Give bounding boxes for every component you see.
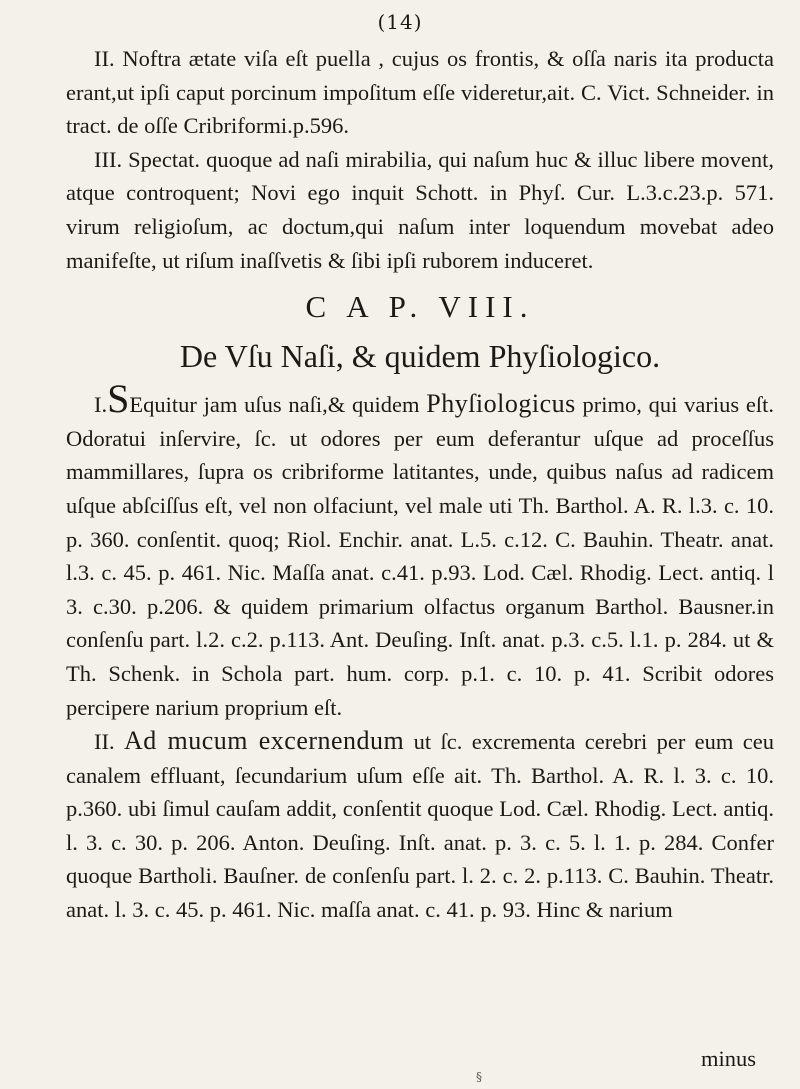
section-2-keyword: Ad mucum excernendum	[124, 726, 405, 756]
section-1-number: I.	[94, 392, 108, 418]
catchword: minus	[700, 1046, 756, 1071]
section-2	[66, 724, 774, 927]
section-2-number: II.	[94, 729, 115, 755]
section-1-start: Equitur jam uſus naſi,& quidem	[129, 392, 420, 418]
body-text	[66, 42, 774, 927]
chapter-heading: De Vſu Naſi, & quidem Phyſiologico.	[179, 338, 661, 375]
chapter-label: C A P. VIII.	[305, 289, 535, 325]
drop-capital: S	[107, 376, 130, 422]
section-1-keyword: Phyſiologicus	[426, 389, 576, 419]
section-2-body: ut ſc. excrementa cerebri per eum ceu canalem effluant, ſecundarium uſum eſſe ait. Th. Barthol. A. R. l. 3. c. 10. p.360. ubi ſimul cauſam addit, conſentit quoque Lod. Cæl. Rhodig. Lect. antiq. l. 3. c. 30. p. 206. Anton. Deuſing. Inſt. anat. p. 3. c. 5. l. 1. p. 284. Confer quoque Bartholi. Bauſner. de conſenſu part. l. 2. c. 2. p.113. C. Bauhin. Theatr. anat. l. 3. c. 45. p. 461. Nic. maſſa anat. c. 41. p. 93. Hinc & narium	[66, 729, 775, 923]
section-1	[66, 376, 775, 724]
paragraph-3: III. Spectat. quoque ad naſi mirabilia, qui naſum huc & illuc libere movent, atque controquent; Novi ego inquit Schott. in Phyſ. Cur. L.3.c.23.p. 571. virum religioſum, ac doctum,qui naſum inter loquendum movebat adeo manifeſte, ut riſum inaſſvetis & ſibi ipſi ruborem induceret.	[66, 146, 774, 273]
signature-mark: §	[476, 1070, 482, 1084]
section-1-body: primo, qui varius eſt. Odoratui inſervire, ſc. ut odores per eum deferantur uſque ad proceſſus mammillares, ſupra os cribriforme latitantes, unde, quibus naſus ad radicem uſque abſciſſus eſt, vel non olfaciunt, vel male uti Th. Barthol. A. R. l.3. c. 10. p. 360. conſentit. quoq; Riol. Enchir. anat. L.5. c.12. C. Bauhin. Theatr. anat. l.3. c. 45. p. 461. Nic. Maſſa anat. c.41. p.93. Lod. Cæl. Rhodig. Lect. antiq. l 3. c.30. p.206. & quidem primarium olfactus organum Barthol. Bausner.in conſenſu part. l.2. c.2. p.113. Ant. Deuſing. Inſt. anat. p.3. c.5. l.1. p. 284. ut & Th. Schenk. in Schola part. hum. corp. p.1. c. 10. p. 41. Scribit odores percipere narium proprium eſt.	[66, 392, 775, 720]
paragraph-2: II. Noftra ætate viſa eſt puella , cujus os frontis, & oſſa naris ita producta erant,ut ipſi caput porcinum impoſitum eſſe videretur,ait. C. Vict. Schneider. in tract. de oſſe Cribriformi.p.596.	[66, 46, 774, 139]
page-number: (14)	[377, 10, 423, 34]
